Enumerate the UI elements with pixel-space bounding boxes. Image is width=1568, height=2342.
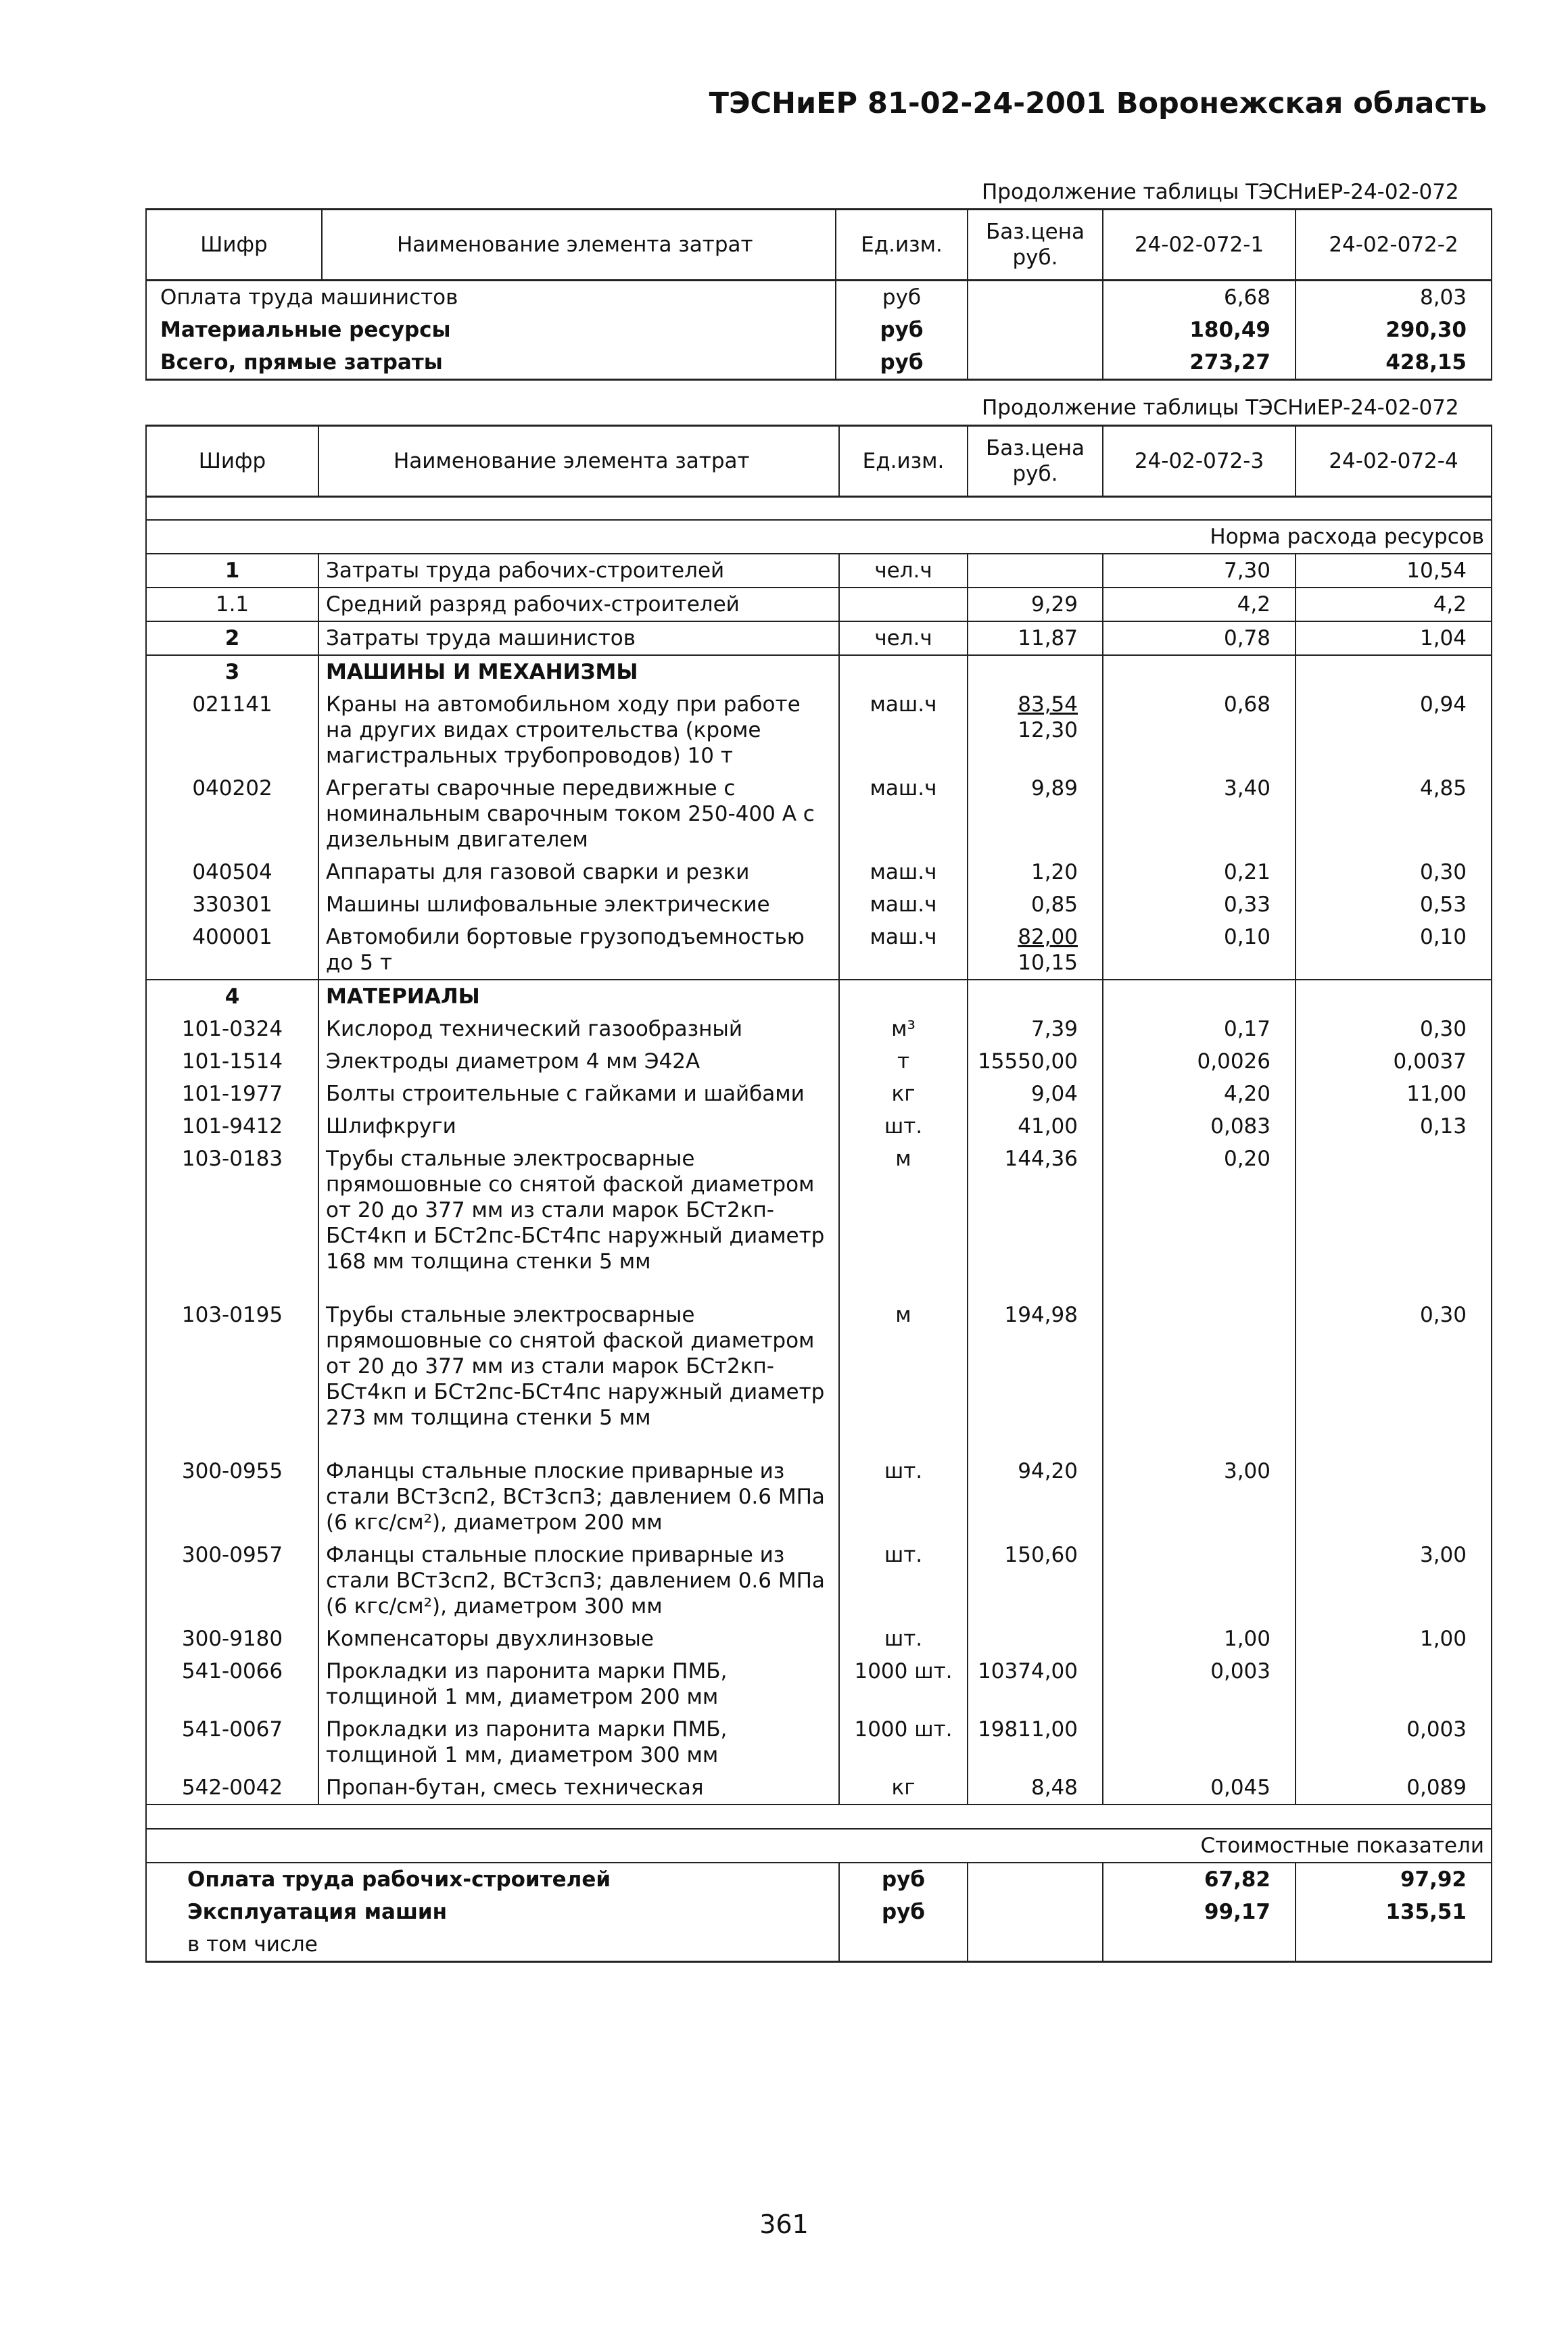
row-value-a: 273,27 bbox=[1103, 346, 1296, 380]
table-row bbox=[146, 1110, 1492, 1143]
row-code: 541-0066 bbox=[146, 1655, 318, 1713]
row-value-b: 1,00 bbox=[1296, 1623, 1492, 1655]
row-code: 3 bbox=[146, 655, 318, 688]
row-code: 300-9180 bbox=[146, 1623, 318, 1655]
row-name: Материальные ресурсы bbox=[146, 314, 836, 346]
row-price: 8,48 bbox=[968, 1771, 1103, 1805]
row-code: 1 bbox=[146, 554, 318, 588]
row-price: 9,04 bbox=[968, 1078, 1103, 1110]
row-price bbox=[968, 980, 1103, 1013]
row-unit bbox=[839, 980, 968, 1013]
norm-label: Норма расхода ресурсов bbox=[146, 520, 1492, 554]
row-price bbox=[968, 1863, 1103, 1896]
price-value: 82,00 bbox=[1018, 925, 1078, 949]
row-name: Затраты труда машинистов bbox=[318, 621, 839, 655]
row-value-b: 3,00 bbox=[1296, 1539, 1492, 1623]
row-price bbox=[968, 1623, 1103, 1655]
row-value-b bbox=[1296, 1928, 1492, 1962]
row-name: Прокладки из паронита марки ПМБ, толщиной 1 мм, диаметром 200 мм bbox=[318, 1655, 839, 1713]
row-value-a: 0,17 bbox=[1103, 1013, 1296, 1045]
row-unit: руб bbox=[839, 1896, 968, 1928]
table-row bbox=[146, 921, 1492, 980]
row-name: Фланцы стальные плоские приварные из стали ВСт3сп2, ВСт3сп3; давлением 0.6 МПа (6 кгс/см²), диаметром 200 мм bbox=[318, 1455, 839, 1539]
row-unit: т bbox=[839, 1045, 968, 1078]
table-row bbox=[146, 281, 1492, 314]
document-header: ТЭСНиЕР 81-02-24-2001 Воронежская область bbox=[709, 87, 1487, 120]
table-row bbox=[146, 314, 1492, 346]
row-value-a: 4,2 bbox=[1103, 588, 1296, 621]
row-code: 541-0067 bbox=[146, 1713, 318, 1771]
col-header-a: 24-02-072-3 bbox=[1103, 426, 1296, 497]
table-row bbox=[146, 772, 1492, 856]
row-value-b: 428,15 bbox=[1296, 346, 1492, 380]
row-code: 101-0324 bbox=[146, 1013, 318, 1045]
row-value-b bbox=[1296, 1143, 1492, 1299]
row-value-a: 0,20 bbox=[1103, 1143, 1296, 1299]
row-value-b: 10,54 bbox=[1296, 554, 1492, 588]
table-row bbox=[146, 856, 1492, 888]
table-row bbox=[146, 621, 1492, 655]
col-header-name: Наименование элемента затрат bbox=[318, 426, 839, 497]
row-price: 144,36 bbox=[968, 1143, 1103, 1299]
row-value-b: 0,94 bbox=[1296, 688, 1492, 772]
row-name: Всего, прямые затраты bbox=[146, 346, 836, 380]
row-value-b bbox=[1296, 980, 1492, 1013]
row-name: Оплата труда машинистов bbox=[146, 281, 836, 314]
row-unit: маш.ч bbox=[839, 856, 968, 888]
row-name: Краны на автомобильном ходу при работе на других видах строительства (кроме магистральных трубопроводов) 10 т bbox=[318, 688, 839, 772]
row-price: 9,89 bbox=[968, 772, 1103, 856]
table-row bbox=[146, 1078, 1492, 1110]
table-1 bbox=[145, 208, 1492, 381]
row-value-b: 0,30 bbox=[1296, 1299, 1492, 1455]
row-unit: шт. bbox=[839, 1539, 968, 1623]
row-name: Болты строительные с гайками и шайбами bbox=[318, 1078, 839, 1110]
row-unit: чел.ч bbox=[839, 554, 968, 588]
row-value-a: 0,68 bbox=[1103, 688, 1296, 772]
row-value-a bbox=[1103, 980, 1296, 1013]
row-value-a: 99,17 bbox=[1103, 1896, 1296, 1928]
row-price: 7,39 bbox=[968, 1013, 1103, 1045]
row-name: Пропан-бутан, смесь техническая bbox=[318, 1771, 839, 1805]
table-row bbox=[146, 1143, 1492, 1299]
row-price: 15550,00 bbox=[968, 1045, 1103, 1078]
row-value-b: 0,089 bbox=[1296, 1771, 1492, 1805]
row-value-b: 4,85 bbox=[1296, 772, 1492, 856]
row-price: 1,20 bbox=[968, 856, 1103, 888]
row-unit: руб bbox=[836, 346, 968, 380]
row-value-a: 1,00 bbox=[1103, 1623, 1296, 1655]
row-name: МАШИНЫ И МЕХАНИЗМЫ bbox=[318, 655, 839, 688]
cost-label-row bbox=[146, 1829, 1492, 1863]
col-header-unit: Ед.изм. bbox=[836, 210, 968, 281]
row-unit: кг bbox=[839, 1771, 968, 1805]
row-code: 101-1514 bbox=[146, 1045, 318, 1078]
row-value-b: 4,2 bbox=[1296, 588, 1492, 621]
row-name: Агрегаты сварочные передвижные с номинальным сварочным током 250-400 А с дизельным двигателем bbox=[318, 772, 839, 856]
col-header-code: Шифр bbox=[146, 426, 318, 497]
row-value-b: 0,10 bbox=[1296, 921, 1492, 980]
row-name: Компенсаторы двухлинзовые bbox=[318, 1623, 839, 1655]
row-value-a: 0,045 bbox=[1103, 1771, 1296, 1805]
row-code: 101-1977 bbox=[146, 1078, 318, 1110]
row-value-b: 290,30 bbox=[1296, 314, 1492, 346]
cost-label: Стоимостные показатели bbox=[146, 1829, 1492, 1863]
row-code: 103-0183 bbox=[146, 1143, 318, 1299]
row-name: Эксплуатация машин bbox=[146, 1896, 839, 1928]
row-unit: шт. bbox=[839, 1623, 968, 1655]
cost-row bbox=[146, 1896, 1492, 1928]
cost-row bbox=[146, 1928, 1492, 1962]
table-row bbox=[146, 1299, 1492, 1455]
continuation-label-1: Продолжение таблицы ТЭСНиЕР-24-02-072 bbox=[982, 180, 1459, 204]
row-name: Трубы стальные электросварные прямошовные со снятой фаской диаметром от 20 до 377 мм из стали марок БСт2кп-БСт4кп и БСт2пс-БСт4пс наружный диаметр 168 мм толщина стенки 5 мм bbox=[318, 1143, 839, 1299]
table-row bbox=[146, 554, 1492, 588]
row-value-b: 0,003 bbox=[1296, 1713, 1492, 1771]
spacer-row-2 bbox=[146, 1805, 1492, 1829]
table-row bbox=[146, 1623, 1492, 1655]
row-unit bbox=[839, 588, 968, 621]
row-price bbox=[968, 655, 1103, 688]
row-code: 300-0955 bbox=[146, 1455, 318, 1539]
row-value-a: 0,78 bbox=[1103, 621, 1296, 655]
row-name: Аппараты для газовой сварки и резки bbox=[318, 856, 839, 888]
table-1-header-row bbox=[146, 210, 1492, 281]
row-unit: маш.ч bbox=[839, 772, 968, 856]
row-code: 300-0957 bbox=[146, 1539, 318, 1623]
col-header-a: 24-02-072-1 bbox=[1103, 210, 1296, 281]
row-unit: м³ bbox=[839, 1013, 968, 1045]
row-name: Кислород технический газообразный bbox=[318, 1013, 839, 1045]
table-row bbox=[146, 1771, 1492, 1805]
table-row bbox=[146, 1013, 1492, 1045]
row-value-a bbox=[1103, 1299, 1296, 1455]
row-value-a: 3,00 bbox=[1103, 1455, 1296, 1539]
table-row bbox=[146, 888, 1492, 921]
row-value-a bbox=[1103, 655, 1296, 688]
row-unit: м bbox=[839, 1143, 968, 1299]
table-row bbox=[146, 1455, 1492, 1539]
row-price bbox=[968, 554, 1103, 588]
row-value-a bbox=[1103, 1713, 1296, 1771]
row-unit: кг bbox=[839, 1078, 968, 1110]
row-value-b bbox=[1296, 655, 1492, 688]
table-row bbox=[146, 688, 1492, 772]
row-unit: руб bbox=[839, 1863, 968, 1896]
row-unit bbox=[839, 655, 968, 688]
row-unit: маш.ч bbox=[839, 688, 968, 772]
row-name: Автомобили бортовые грузоподъемностью до 5 т bbox=[318, 921, 839, 980]
table-row bbox=[146, 1045, 1492, 1078]
row-value-a: 0,0026 bbox=[1103, 1045, 1296, 1078]
row-value-b: 8,03 bbox=[1296, 281, 1492, 314]
row-price: 19811,00 bbox=[968, 1713, 1103, 1771]
row-value-a: 6,68 bbox=[1103, 281, 1296, 314]
row-price bbox=[968, 1896, 1103, 1928]
row-value-a: 0,33 bbox=[1103, 888, 1296, 921]
table-2-header-row bbox=[146, 426, 1492, 497]
row-name: МАТЕРИАЛЫ bbox=[318, 980, 839, 1013]
col-header-price: Баз.цена руб. bbox=[968, 210, 1103, 281]
row-price: 9,29 bbox=[968, 588, 1103, 621]
row-code: 4 bbox=[146, 980, 318, 1013]
row-value-b: 0,30 bbox=[1296, 1013, 1492, 1045]
row-unit: чел.ч bbox=[839, 621, 968, 655]
row-name: Шлифкруги bbox=[318, 1110, 839, 1143]
row-code: 101-9412 bbox=[146, 1110, 318, 1143]
table-2 bbox=[145, 425, 1492, 1963]
table-row bbox=[146, 588, 1492, 621]
row-price bbox=[968, 314, 1103, 346]
price-value: 83,54 bbox=[1018, 692, 1078, 717]
row-price: 150,60 bbox=[968, 1539, 1103, 1623]
row-name: Электроды диаметром 4 мм Э42А bbox=[318, 1045, 839, 1078]
row-name: Прокладки из паронита марки ПМБ, толщиной 1 мм, диаметром 300 мм bbox=[318, 1713, 839, 1771]
row-code: 330301 bbox=[146, 888, 318, 921]
row-unit: руб bbox=[836, 314, 968, 346]
row-code: 021141 bbox=[146, 688, 318, 772]
row-name: Фланцы стальные плоские приварные из стали ВСт3сп2, ВСт3сп3; давлением 0.6 МПа (6 кгс/см²), диаметром 300 мм bbox=[318, 1539, 839, 1623]
row-value-b: 0,13 bbox=[1296, 1110, 1492, 1143]
row-name: Оплата труда рабочих-строителей bbox=[146, 1863, 839, 1896]
row-value-b: 0,0037 bbox=[1296, 1045, 1492, 1078]
row-value-a: 3,40 bbox=[1103, 772, 1296, 856]
row-price: 11,87 bbox=[968, 621, 1103, 655]
row-code: 103-0195 bbox=[146, 1299, 318, 1455]
row-unit: м bbox=[839, 1299, 968, 1455]
table-row bbox=[146, 346, 1492, 380]
table-row bbox=[146, 1655, 1492, 1713]
row-price bbox=[968, 281, 1103, 314]
row-value-a bbox=[1103, 1928, 1296, 1962]
row-value-a: 4,20 bbox=[1103, 1078, 1296, 1110]
table-row bbox=[146, 655, 1492, 688]
page-number: 361 bbox=[759, 2209, 809, 2239]
row-code: 542-0042 bbox=[146, 1771, 318, 1805]
row-price bbox=[968, 1928, 1103, 1962]
table-row bbox=[146, 1713, 1492, 1771]
row-unit: шт. bbox=[839, 1455, 968, 1539]
row-price: 94,20 bbox=[968, 1455, 1103, 1539]
row-unit: шт. bbox=[839, 1110, 968, 1143]
row-code: 400001 bbox=[146, 921, 318, 980]
row-unit: 1000 шт. bbox=[839, 1713, 968, 1771]
row-value-b bbox=[1296, 1455, 1492, 1539]
row-value-b: 0,53 bbox=[1296, 888, 1492, 921]
row-value-a: 0,21 bbox=[1103, 856, 1296, 888]
row-value-a: 67,82 bbox=[1103, 1863, 1296, 1896]
table-row bbox=[146, 980, 1492, 1013]
row-name: в том числе bbox=[146, 1928, 839, 1962]
cost-row bbox=[146, 1863, 1492, 1896]
continuation-label-2: Продолжение таблицы ТЭСНиЕР-24-02-072 bbox=[982, 396, 1459, 420]
row-price bbox=[968, 921, 1103, 980]
row-price: 41,00 bbox=[968, 1110, 1103, 1143]
row-name: Средний разряд рабочих-строителей bbox=[318, 588, 839, 621]
row-unit: маш.ч bbox=[839, 888, 968, 921]
row-value-b: 135,51 bbox=[1296, 1896, 1492, 1928]
row-value-a: 0,003 bbox=[1103, 1655, 1296, 1713]
price-value-2: 12,30 bbox=[1018, 718, 1078, 742]
row-value-a: 7,30 bbox=[1103, 554, 1296, 588]
row-value-a: 180,49 bbox=[1103, 314, 1296, 346]
row-unit: маш.ч bbox=[839, 921, 968, 980]
row-value-b: 11,00 bbox=[1296, 1078, 1492, 1110]
row-value-b: 0,30 bbox=[1296, 856, 1492, 888]
col-header-code: Шифр bbox=[146, 210, 322, 281]
col-header-price: Баз.цена руб. bbox=[968, 426, 1103, 497]
row-code: 1.1 bbox=[146, 588, 318, 621]
price-value-2: 10,15 bbox=[1018, 951, 1078, 975]
row-value-a: 0,083 bbox=[1103, 1110, 1296, 1143]
row-name: Затраты труда рабочих-строителей bbox=[318, 554, 839, 588]
row-name: Машины шлифовальные электрические bbox=[318, 888, 839, 921]
row-code: 2 bbox=[146, 621, 318, 655]
row-price bbox=[968, 688, 1103, 772]
row-price bbox=[968, 346, 1103, 380]
table-row bbox=[146, 1539, 1492, 1623]
col-header-b: 24-02-072-4 bbox=[1296, 426, 1492, 497]
row-value-b: 97,92 bbox=[1296, 1863, 1492, 1896]
row-code: 040202 bbox=[146, 772, 318, 856]
row-value-a: 0,10 bbox=[1103, 921, 1296, 980]
row-price: 194,98 bbox=[968, 1299, 1103, 1455]
row-value-b bbox=[1296, 1655, 1492, 1713]
spacer-row bbox=[146, 497, 1492, 521]
row-unit bbox=[839, 1928, 968, 1962]
row-code: 040504 bbox=[146, 856, 318, 888]
row-unit: 1000 шт. bbox=[839, 1655, 968, 1713]
row-name: Трубы стальные электросварные прямошовные со снятой фаской диаметром от 20 до 377 мм из стали марок БСт2кп-БСт4кп и БСт2пс-БСт4пс наружный диаметр 273 мм толщина стенки 5 мм bbox=[318, 1299, 839, 1455]
col-header-b: 24-02-072-2 bbox=[1296, 210, 1492, 281]
col-header-unit: Ед.изм. bbox=[839, 426, 968, 497]
row-unit: руб bbox=[836, 281, 968, 314]
norm-row bbox=[146, 520, 1492, 554]
col-header-name: Наименование элемента затрат bbox=[322, 210, 836, 281]
row-value-b: 1,04 bbox=[1296, 621, 1492, 655]
row-price: 10374,00 bbox=[968, 1655, 1103, 1713]
row-price: 0,85 bbox=[968, 888, 1103, 921]
row-value-a bbox=[1103, 1539, 1296, 1623]
